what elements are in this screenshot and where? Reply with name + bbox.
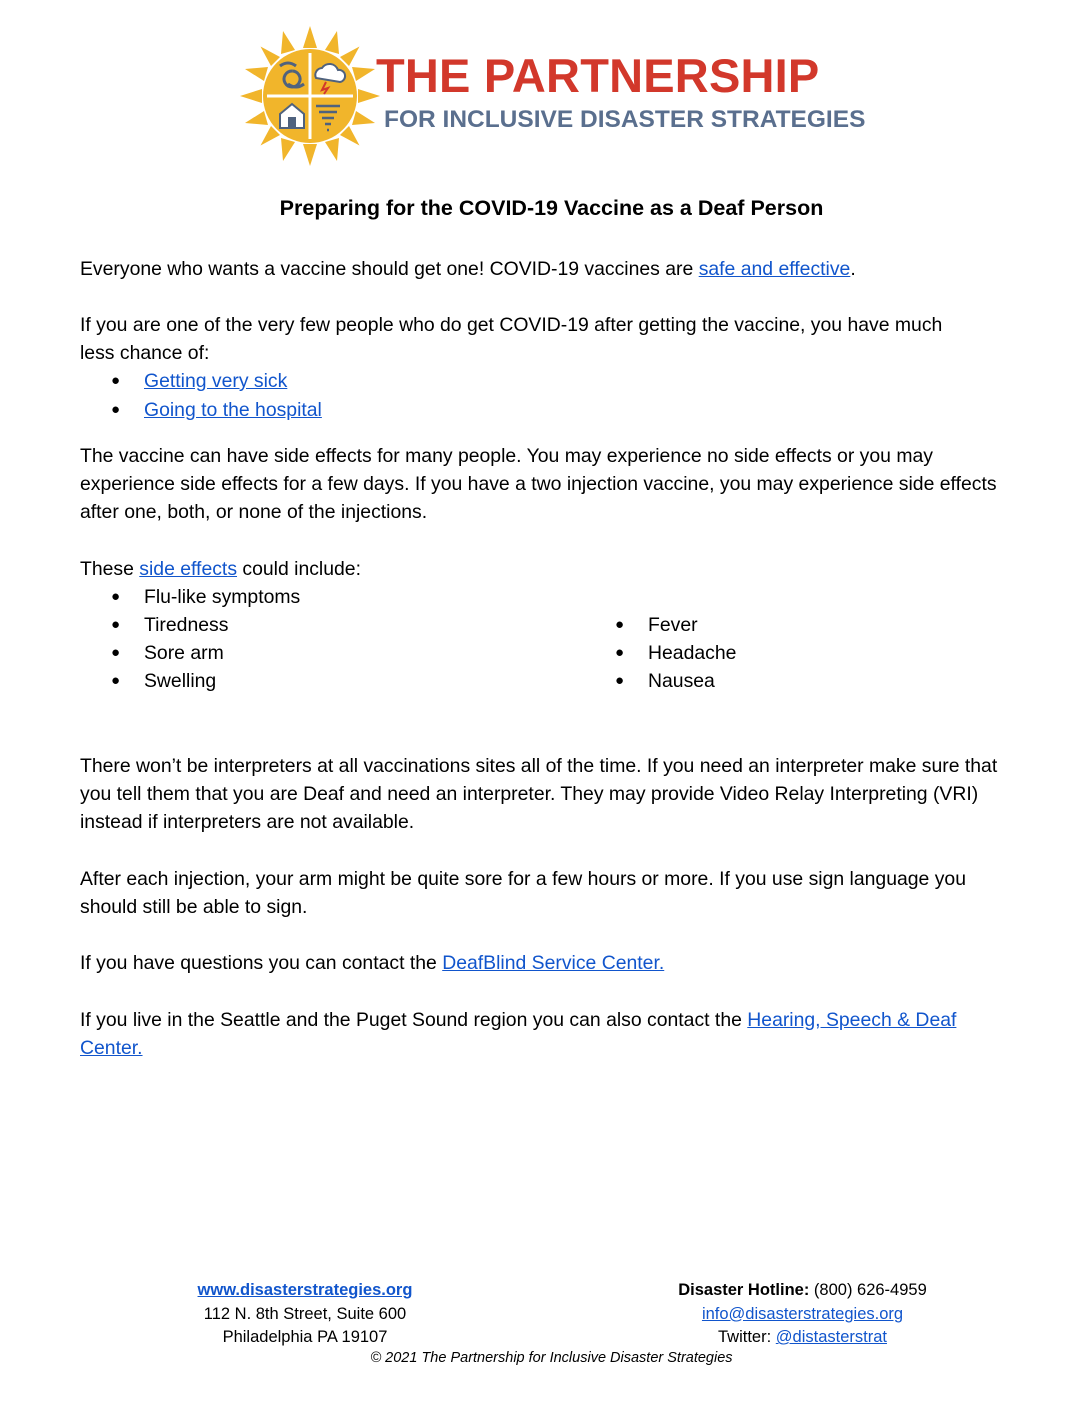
side-effects-paragraph: The vaccine can have side effects for many people. You may experience no side effects or you may experience side effects for a few days. If you have a two injection vaccine, you may experience side effects after one, both, or none of the injections. (80, 445, 997, 523)
bullet-icon: ● (111, 644, 121, 661)
list-item-label: Tiredness (144, 614, 229, 636)
logo-subtitle: FOR INCLUSIVE DISASTER STRATEGIES (384, 106, 866, 133)
list-item-label: Sore arm (144, 642, 224, 664)
interpreters-paragraph: There won’t be interpreters at all vaccinations sites all of the time. If you need an interpreter make sure that you tell them that you are Deaf and need an interpreter. They may provide Video Relay Interpreting (VRI) instead if interpreters are not available. (80, 755, 998, 833)
seattle-text: If you live in the Seattle and the Puget Sound region you can also contact the (80, 1009, 748, 1031)
side-effects-lead-tail: could include: (237, 558, 361, 580)
twitter-label: Twitter: (718, 1328, 776, 1346)
footer-contact-address (150, 1279, 460, 1350)
side-effects-link[interactable]: side effects (139, 558, 238, 580)
questions-paragraph (80, 949, 1030, 977)
bullet-icon: ● (111, 372, 121, 389)
list-item (615, 611, 698, 639)
side-effects-lead (80, 555, 1030, 583)
list-item-label: Nausea (648, 670, 715, 692)
partnership-logo (240, 22, 866, 167)
list-item-label: Headache (648, 642, 737, 664)
bullet-icon: ● (111, 616, 121, 633)
hearing-speech-deaf-center-link[interactable]: Hearing, Speech & Deaf Center. (80, 1009, 957, 1059)
intro-paragraph (80, 255, 1030, 283)
side-effects-lead-text: These (80, 558, 140, 580)
seattle-paragraph (80, 1006, 1015, 1062)
list-item-label: Fever (648, 614, 698, 636)
list-item-label: Flu-like symptoms (144, 586, 301, 608)
bullet-icon: ● (111, 401, 121, 418)
sun-emblem-icon (240, 26, 380, 166)
website-link[interactable]: www.disasterstrategies.org (197, 1281, 413, 1299)
questions-text: If you have questions you can contact the (80, 952, 443, 974)
copyright-notice: © 2021 The Partnership for Inclusive Disaster Strategies (370, 1350, 733, 1366)
email-link[interactable]: info@disasterstrategies.org (701, 1304, 904, 1323)
list-item (111, 583, 301, 611)
list-item (111, 396, 322, 424)
bullet-icon: ● (111, 588, 121, 605)
list-item (111, 639, 224, 667)
bullet-icon: ● (615, 644, 625, 661)
injection-paragraph: After each injection, your arm might be quite sore for a few hours or more. If you use sign language you should still be able to sign. (80, 868, 966, 918)
bullet-icon: ● (615, 672, 625, 689)
hotline-line (655, 1279, 950, 1303)
list-item (111, 667, 217, 695)
bullet-icon: ● (615, 616, 625, 633)
list-item-label: Swelling (144, 670, 217, 692)
list-item (111, 367, 288, 395)
twitter-handle-link[interactable]: @distasterstrat (775, 1328, 887, 1346)
address-line-1: 112 N. 8th Street, Suite 600 (203, 1304, 407, 1323)
hotline-number: (800) 626-4959 (809, 1281, 927, 1299)
list-item (615, 667, 715, 695)
hotline-label: Disaster Hotline: (678, 1281, 810, 1299)
logo-title: THE PARTNERSHIP (376, 49, 820, 102)
bullet-icon: ● (111, 672, 121, 689)
list-item (111, 611, 229, 639)
document-title: Preparing for the COVID-19 Vaccine as a Deaf Person (279, 196, 824, 220)
deafblind-service-center-link[interactable]: DeafBlind Service Center. (442, 952, 665, 974)
intro-period: . (850, 258, 856, 280)
chance-paragraph: If you are one of the very few people who do get COVID-19 after getting the vaccine, you have much less chance of: (80, 314, 943, 364)
getting-very-sick-link[interactable]: Getting very sick (144, 370, 288, 392)
list-item (615, 639, 737, 667)
footer-contact-hotline (655, 1279, 950, 1350)
address-line-2: Philadelphia PA 19107 (222, 1328, 388, 1346)
safe-and-effective-link[interactable]: safe and effective (698, 258, 851, 280)
intro-text: Everyone who wants a vaccine should get one! COVID-19 vaccines are (80, 258, 699, 280)
twitter-line (655, 1326, 950, 1350)
going-to-hospital-link[interactable]: Going to the hospital (144, 399, 322, 421)
